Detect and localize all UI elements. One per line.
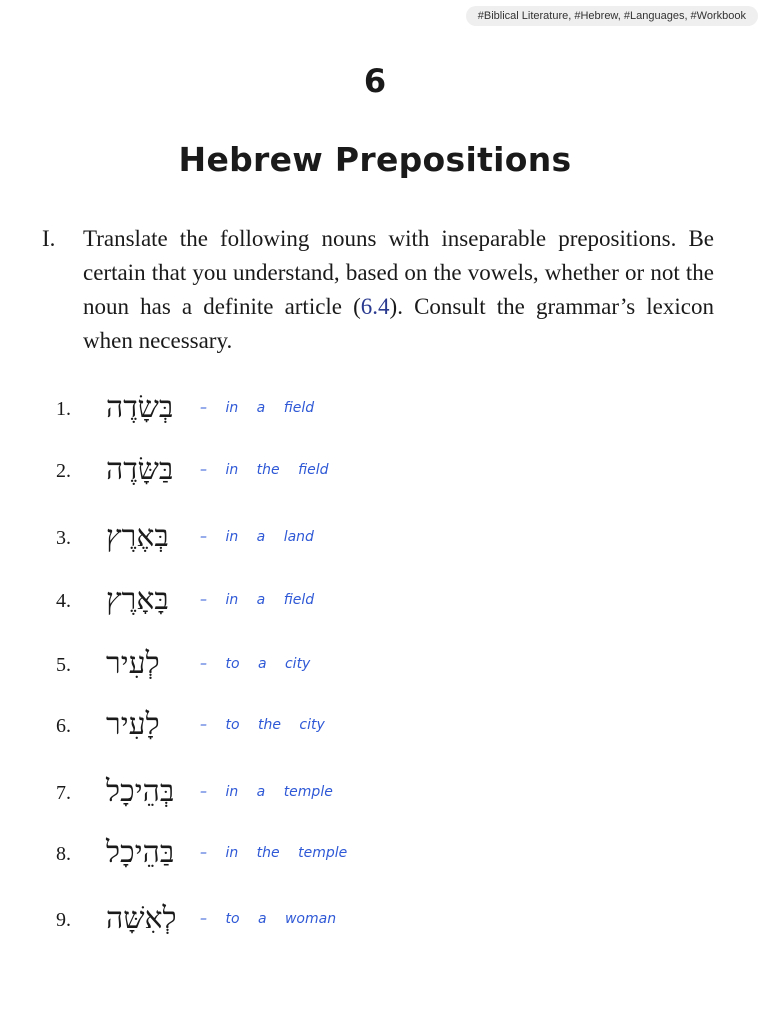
exercise-handwritten-answer: – in a land xyxy=(200,529,314,545)
exercise-item xyxy=(0,582,768,640)
exercise-hebrew-word: בָּאָרֶץ xyxy=(106,582,169,617)
exercise-item xyxy=(0,390,768,448)
exercise-handwritten-answer: – in the field xyxy=(200,462,329,478)
instruction-numeral: I. xyxy=(42,226,56,251)
exercise-hebrew-word: בַּהֵיכָל xyxy=(106,835,175,870)
exercise-hebrew-word: בְּשָׂדֶה xyxy=(106,390,174,425)
exercise-hebrew-word: בְּהֵיכָל xyxy=(106,774,175,809)
exercise-item xyxy=(0,707,768,765)
exercise-item xyxy=(0,774,768,832)
exercise-number: 6. xyxy=(56,715,71,737)
exercise-handwritten-answer: – to a city xyxy=(200,656,311,672)
exercise-item xyxy=(0,901,768,959)
exercise-item xyxy=(0,835,768,893)
exercise-number: 9. xyxy=(56,909,71,931)
exercise-hebrew-word: לְאִשָּׁה xyxy=(106,901,177,936)
exercise-handwritten-answer: – to the city xyxy=(200,717,325,733)
exercise-item xyxy=(0,519,768,577)
exercise-handwritten-answer: – in the temple xyxy=(200,845,348,861)
exercise-number: 2. xyxy=(56,460,71,482)
tags-pill[interactable]: #Biblical Literature, #Hebrew, #Languages, #Workbook xyxy=(466,6,758,26)
instruction-text-before: Translate the following nouns with inseparable prepositions. Be certain that you understand, based on the vowels, whether or not the noun has a definite article ( xyxy=(83,226,714,319)
exercise-number: 1. xyxy=(56,398,71,420)
exercise-number: 4. xyxy=(56,590,71,612)
exercise-number: 3. xyxy=(56,527,71,549)
exercise-handwritten-answer: – to a woman xyxy=(200,911,337,927)
exercise-handwritten-answer: – in a field xyxy=(200,400,315,416)
section-reference-link[interactable]: 6.4 xyxy=(360,294,390,319)
exercise-handwritten-answer: – in a temple xyxy=(200,784,333,800)
exercise-number: 5. xyxy=(56,654,71,676)
instruction-block xyxy=(42,222,714,358)
instruction-text-after: ). Consult the grammar’s lexicon when necessary. xyxy=(83,294,714,353)
exercise-hebrew-word: לְעִיר xyxy=(106,646,160,681)
exercise-number: 7. xyxy=(56,782,71,804)
exercise-handwritten-answer: – in a field xyxy=(200,592,315,608)
exercise-number: 8. xyxy=(56,843,71,865)
page-title: Hebrew Prepositions xyxy=(178,140,572,179)
exercise-hebrew-word: בְּאֶרֶץ xyxy=(106,519,169,554)
exercise-item xyxy=(0,646,768,704)
instruction-text xyxy=(83,222,714,358)
chapter-number: 6 xyxy=(363,62,387,100)
exercise-hebrew-word: לָעִיר xyxy=(106,707,160,742)
exercise-item xyxy=(0,452,768,510)
exercise-hebrew-word: בַּשָּׂדֶה xyxy=(106,452,174,487)
